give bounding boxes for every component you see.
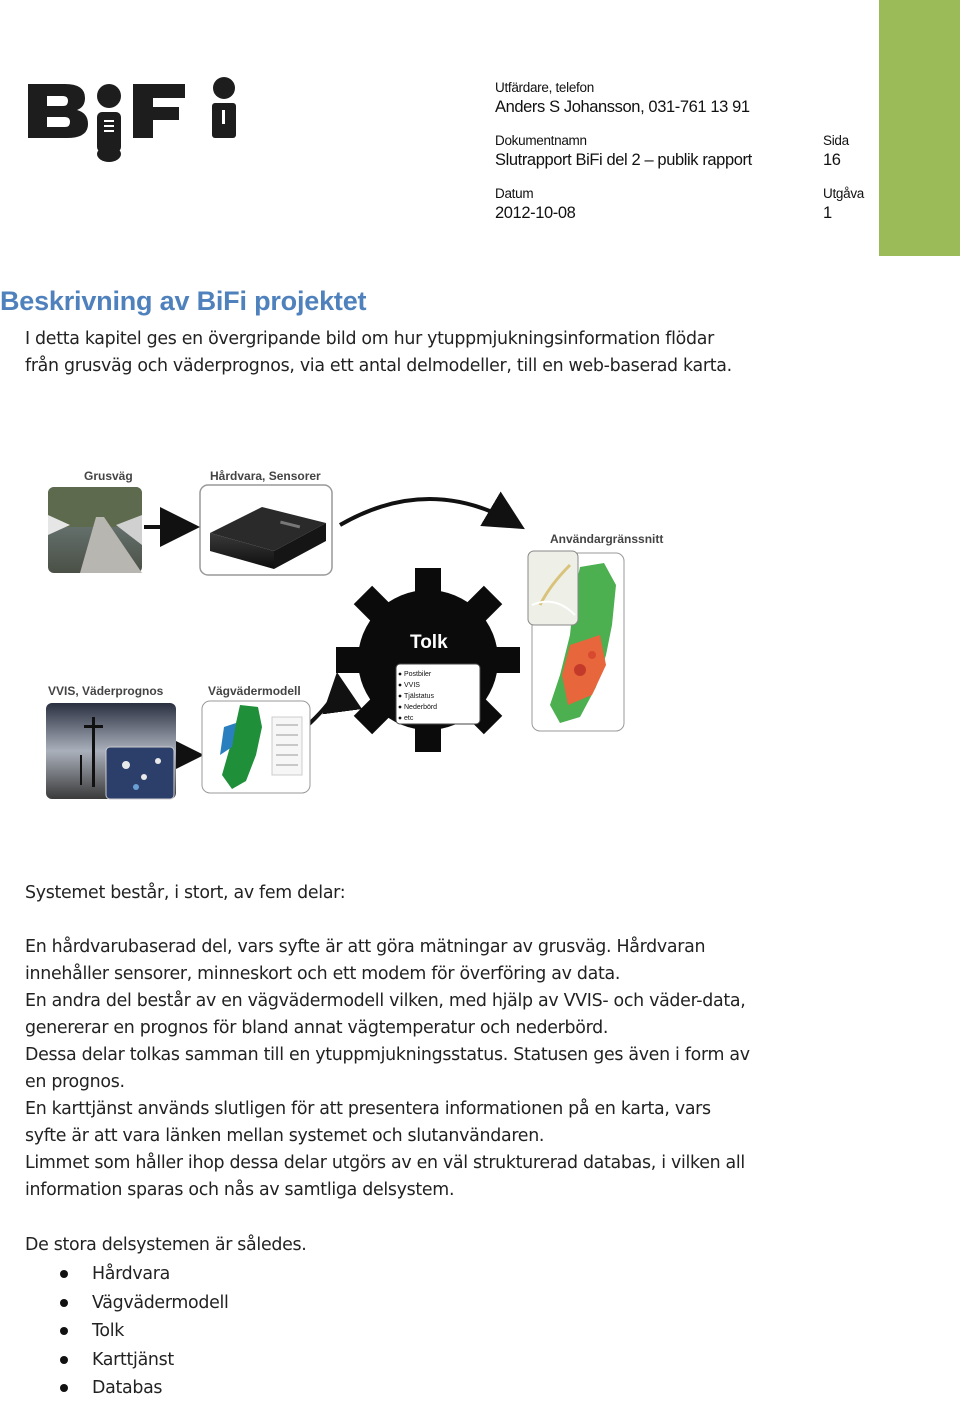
date-block: [495, 186, 575, 223]
page-value: 16: [823, 151, 841, 169]
list-item: Tolk: [58, 1317, 229, 1346]
paragraph-line: en prognos.: [25, 1072, 125, 1092]
road-weather-model-map: [202, 701, 310, 793]
body-paragraphs: [25, 934, 815, 1204]
paragraph-line: innehåller sensorer, minneskort och ett modem för överföring av data.: [25, 964, 621, 984]
label-hardvara: Hårdvara, Sensorer: [210, 469, 321, 483]
accent-bar: [879, 0, 960, 256]
intro-line: från grusväg och väderprognos, via ett antal delmodeller, till en web-baserad karta.: [25, 356, 732, 376]
tolk-item: Tjälstatus: [404, 693, 434, 700]
paragraph-line: Limmet som håller ihop dessa delar utgörs av en väl strukturerad databas, i vilken all: [25, 1153, 745, 1173]
list-item: Databas: [58, 1374, 229, 1403]
issuer-label: Utfärdare, telefon: [495, 80, 594, 95]
page-label: Sida: [823, 133, 849, 148]
docname-value: Slutrapport BiFi del 2 – publik rapport: [495, 151, 752, 169]
body-lead: [25, 880, 815, 907]
edition-block: [823, 186, 864, 223]
list-intro-block: [25, 1232, 815, 1259]
intro-paragraph: [25, 326, 815, 380]
tolk-item: Nederbörd: [404, 704, 438, 711]
bifi-logo: [25, 70, 243, 166]
list-item: Karttjänst: [58, 1346, 229, 1375]
system-overview-figure: [40, 455, 680, 815]
docname-block: [495, 133, 752, 170]
list-item: Hårdvara: [58, 1260, 229, 1289]
section-title: Beskrivning av BiFi projektet: [0, 286, 367, 316]
gravel-road-photo: [48, 487, 142, 573]
list-item: Vägvädermodell: [58, 1289, 229, 1318]
edition-value: 1: [823, 204, 832, 222]
date-value: 2012-10-08: [495, 204, 576, 222]
paragraph-line: En andra del består av en vägvädermodell vilken, med hjälp av VVIS- och väder-data,: [25, 991, 746, 1011]
paragraph-line: Dessa delar tolkas samman till en ytuppmjukningsstatus. Statusen ges även i form av: [25, 1045, 750, 1065]
issuer-value: Anders S Johansson, 031-761 13 91: [495, 98, 750, 116]
vvis-weather-photo: [46, 703, 176, 799]
arrow-model-to-tolk: [308, 680, 338, 725]
paragraph-line: genererar en prognos för bland annat vägtemperatur och nederbörd.: [25, 1018, 609, 1038]
arrow-hardware-to-ui: [340, 499, 518, 525]
tolk-gear: [336, 568, 520, 752]
subsystem-list: [58, 1260, 229, 1403]
tolk-item: VVIS: [404, 682, 420, 689]
label-vagvadermodell: Vägvädermodell: [208, 684, 301, 698]
label-grusvag: Grusväg: [84, 469, 133, 483]
paragraph-line: information sparas och nås av samtliga delsystem.: [25, 1180, 455, 1200]
edition-label: Utgåva: [823, 186, 864, 201]
hardware-sensor-photo: [200, 485, 332, 575]
label-anvandargranssnitt: Användargränssnitt: [550, 532, 664, 546]
issuer-block: [495, 80, 750, 117]
list-intro: De stora delsystemen är således.: [25, 1235, 307, 1255]
date-label: Datum: [495, 186, 534, 201]
intro-line: I detta kapitel ges en övergripande bild om hur ytuppmjukningsinformation flödar: [25, 329, 714, 349]
paragraph-line: En hårdvarubaserad del, vars syfte är att göra mätningar av grusväg. Hårdvaran: [25, 937, 706, 957]
tolk-label: Tolk: [410, 632, 448, 653]
paragraph-line: En karttjänst används slutligen för att presentera informationen på en karta, vars: [25, 1099, 711, 1119]
lead-paragraph: Systemet består, i stort, av fem delar:: [25, 883, 346, 903]
label-vvis: VVIS, Väderprognos: [48, 684, 164, 698]
tolk-item: Postbiler: [404, 671, 432, 678]
paragraph-line: syfte är att vara länken mellan systemet och slutanvändaren.: [25, 1126, 545, 1146]
docname-label: Dokumentnamn: [495, 133, 587, 148]
user-interface-map: [528, 551, 624, 731]
tolk-item: etc: [404, 715, 414, 722]
page-block: [823, 133, 849, 170]
